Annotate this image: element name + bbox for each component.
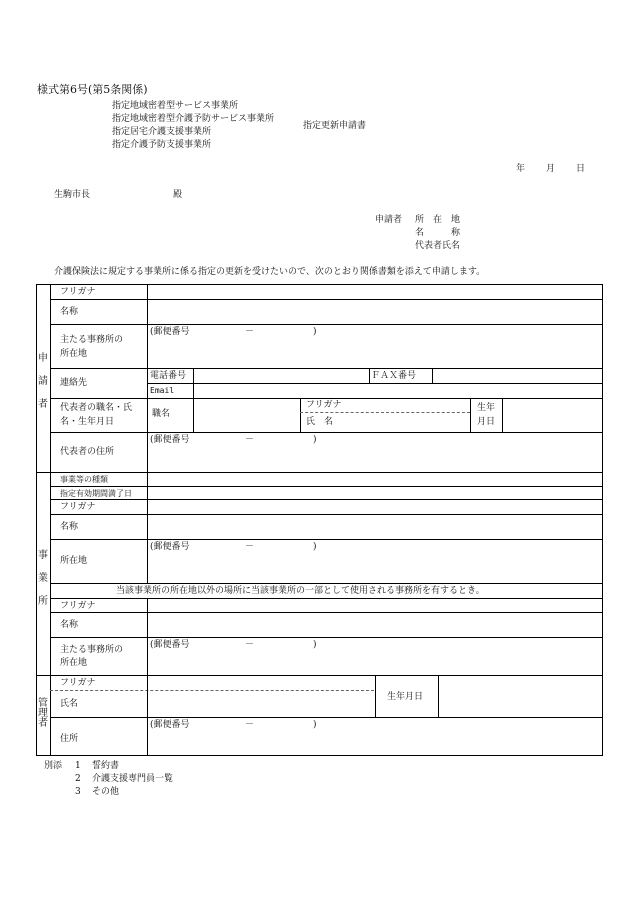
date-month: 月 [546,164,556,174]
branch-name-label: 名称 [60,620,79,630]
manager-name-label: 氏名 [60,699,79,709]
rep-postal-dash: － [245,435,255,445]
branch-furigana-label: フリガナ [60,601,96,611]
applicant-label: 申請者 [375,215,403,225]
office-name-label: 名称 [60,522,79,532]
representative-label: 代表者氏名 [415,241,461,251]
attachments-label: 別添 [44,761,63,771]
applicant-furigana-label: フリガナ [60,287,96,297]
office-postal-dash: － [245,542,255,552]
addressee: 生駒市長 [54,190,91,200]
business-type-2: 指定地域密着型介護予防サービス事業所 [112,114,275,124]
contact-label: 連絡先 [60,378,88,388]
attachment-3-text: その他 [92,787,120,797]
manager-birth-label: 生年月日 [387,692,424,702]
manager-postal-close: ) [313,720,317,730]
business-type-1: 指定地域密着型サービス事業所 [112,101,239,111]
date-day: 日 [576,164,586,174]
job-title-label: 職名 [152,409,171,419]
expiry-label: 指定有効期間満了日 [60,489,132,498]
applicant-postal-label: (郵便番号 [150,327,190,337]
manager-postal-label: (郵便番号 [150,720,190,730]
fax-label: ＦＡＸ番号 [371,371,417,381]
applicant-main-office-label-2: 所在地 [60,349,88,359]
applicant-address-label: 所 在 地 [415,215,461,225]
attachment-3-num: 3 [75,787,81,797]
rep-name-label: 氏 名 [306,417,334,427]
applicant-name-row-label: 名称 [60,307,79,317]
business-type-4: 指定介護予防支援事業所 [112,140,212,150]
office-postal-label: (郵便番号 [150,542,190,552]
honorific: 殿 [173,190,183,200]
rep-birth-label-1: 生年 [477,403,496,413]
branch-postal-dash: － [245,640,255,650]
office-postal-close: ) [313,542,317,552]
phone-label: 電話番号 [150,371,187,381]
manager-postal-dash: － [245,720,255,730]
applicant-name-label: 名 称 [415,228,461,238]
business-type-3: 指定居宅介護支援事業所 [112,127,212,137]
manager-address-label: 住所 [60,734,79,744]
form-number: 様式第6号(第5条関係) [37,83,148,96]
attachment-1-text: 誓約書 [92,761,120,771]
office-furigana-label: フリガナ [60,502,96,512]
office-side-label: 事 業 所 [38,550,48,607]
branch-office-notice: 当該事業所の所在地以外の場所に当該事業所の一部として使用される事務所を有するとき。 [116,586,485,596]
manager-side-label: 管 理 者 [38,698,48,729]
rep-address-label: 代表者の住所 [60,447,115,457]
branch-postal-close: ) [313,640,317,650]
business-kind-label: 事業等の種類 [60,475,108,484]
rep-postal-close: ) [313,435,317,445]
branch-postal-label: (郵便番号 [150,640,190,650]
rep-furigana-label: フリガナ [306,400,342,410]
applicant-postal-close: ) [313,327,317,337]
applicant-side-label: 申 請 者 [38,353,48,410]
rep-title-label-1: 代表者の職名・氏 [60,403,133,413]
date-year: 年 [516,164,526,174]
rep-birth-label-2: 月日 [477,417,496,427]
manager-furigana-label: フリガナ [60,678,96,688]
rep-postal-label: (郵便番号 [150,435,190,445]
attachment-2-text: 介護支援専門員一覧 [92,774,174,784]
applicant-main-office-label-1: 主たる事務所の [60,335,124,345]
branch-main-office-label-1: 主たる事務所の [60,645,124,655]
branch-main-office-label-2: 所在地 [60,658,88,668]
attachment-2-num: 2 [75,774,81,784]
office-location-label: 所在地 [60,556,88,566]
document-title: 指定更新申請書 [303,121,367,131]
attachment-1-num: 1 [75,761,81,771]
statement: 介護保険法に規定する事業所に係る指定の更新を受けたいので、次のとおり関係書類を添えて申請します。 [54,267,486,277]
email-label: Email [150,386,175,395]
rep-title-label-2: 名・生年月日 [60,417,115,427]
applicant-postal-dash: － [245,327,255,337]
